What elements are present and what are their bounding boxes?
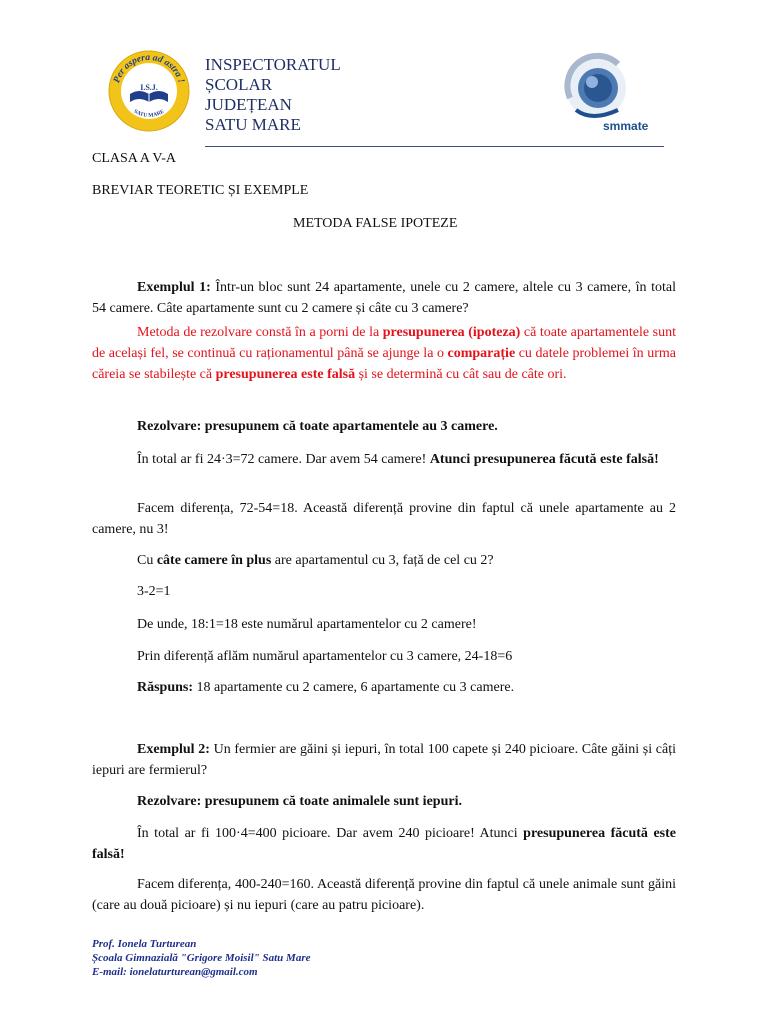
solution-2-total (92, 823, 676, 865)
solution-1-total-text: În total ar fi 24·3=72 camere. Dar avem 54 camere! (137, 452, 430, 467)
footer-email[interactable]: E-mail: ionelaturturean@gmail.com (92, 966, 258, 978)
method-description (92, 322, 676, 385)
method-text-4: și se determină cu cât sau de câte ori. (355, 367, 567, 382)
question-post: are apartamentul cu 3, față de cel cu 2? (271, 553, 494, 568)
solution-1-heading-text: Rezolvare: presupunem că toate apartamentele au 3 camere. (137, 419, 498, 434)
org-line-4: SATU MARE (205, 115, 301, 134)
method-bold-3: presupunerea este falsă (215, 367, 356, 382)
method-bold-2: comparație (447, 346, 516, 361)
org-line-3: JUDEȚEAN (205, 95, 292, 114)
solution-1-total-bold: Atunci presupunerea făcută este falsă! (429, 452, 659, 467)
example-2-statement (92, 739, 676, 781)
document-title: METODA FALSE IPOTEZE (293, 216, 458, 231)
solution-1-difference (92, 498, 676, 540)
document-subtitle: BREVIAR TEORETIC ȘI EXEMPLE (92, 183, 309, 198)
solution-2-difference: Facem diferența, 400-240=160. Această diferență provine din faptul că unele animale sunt găini (care au două picioare) și nu iepuri (care au patru picioare). (92, 877, 676, 913)
example-1-text: Într-un bloc sunt 24 apartamente, unele cu 2 camere, altele cu 3 camere, în total 54 camere. Câte apartamente sunt cu 2 camere și câte cu 3 camere? (92, 280, 676, 316)
solution-1-prin: Prin diferență aflăm numărul apartamentelor cu 3 camere, 24-18=6 (137, 649, 513, 664)
answer-label: Răspuns: (137, 680, 194, 695)
globe-emblem-icon (548, 52, 656, 136)
logo-initials: I.S.J. (140, 83, 158, 92)
example-2-label: Exemplul 2: (137, 742, 210, 757)
footer (92, 937, 311, 979)
org-line-1: INSPECTORATUL (205, 55, 341, 74)
answer-text: 18 apartamente cu 2 camere, 6 apartamente cu 3 camere. (193, 680, 515, 695)
org-line-2: ȘCOLAR (205, 75, 273, 94)
question-pre: Cu (137, 553, 157, 568)
solution-1-calc: 3-2=1 (137, 584, 171, 599)
smmate-label: smmate (603, 119, 649, 133)
solution-2-heading (92, 791, 676, 812)
method-bold-1: presupunerea (ipoteza) (382, 325, 521, 340)
question-bold: câte camere în plus (156, 553, 272, 568)
solution-1-heading (92, 416, 676, 437)
solution-1-question (92, 550, 676, 571)
book-emblem-icon (108, 50, 190, 132)
solution-2-heading-text: Rezolvare: presupunem că toate animalele sunt iepuri. (137, 794, 462, 809)
header-divider (205, 146, 664, 147)
footer-author: Prof. Ionela Turturean (92, 938, 197, 950)
footer-school: Școala Gimnazială "Grigore Moisil" Satu Mare (92, 952, 311, 964)
solution-2-total-text: În total ar fi 100·4=400 picioare. Dar avem 240 picioare! Atunci (137, 826, 524, 841)
logo-city: SATU MARE (132, 108, 166, 119)
method-text-1: Metoda de rezolvare constă în a porni de la (137, 325, 383, 340)
organization-name (205, 55, 341, 135)
isj-logo (108, 50, 190, 132)
smmate-logo (548, 52, 656, 136)
method-text-2: că toate apartamentele sunt de același fel, se continuă cu raționamentul până se ajunge la o (92, 325, 676, 361)
example-2-text: Un fermier are găini și iepuri, în total 100 capete și 240 picioare. Câte găini și câți iepuri are fermierul? (92, 742, 677, 778)
solution-2-total-bold: presupunerea făcută este falsă! (92, 826, 676, 862)
solution-1-deunde: De unde, 18:1=18 este numărul apartamentelor cu 2 camere! (137, 617, 477, 632)
solution-1-difference-text: Facem diferența, 72-54=18. Această diferență provine din faptul că unele apartamente au 2 camere, nu 3! (92, 501, 676, 537)
example-1-statement (92, 277, 676, 319)
logo-motto: Per aspera ad astra ! (112, 52, 186, 85)
solution-1-total (92, 449, 676, 470)
class-line: CLASA A V-A (92, 151, 177, 166)
solution-1-answer (92, 677, 676, 698)
example-1-label: Exemplul 1: (137, 280, 211, 295)
method-text-3: cu datele problemei în urma căreia se stabilește că (92, 346, 676, 382)
